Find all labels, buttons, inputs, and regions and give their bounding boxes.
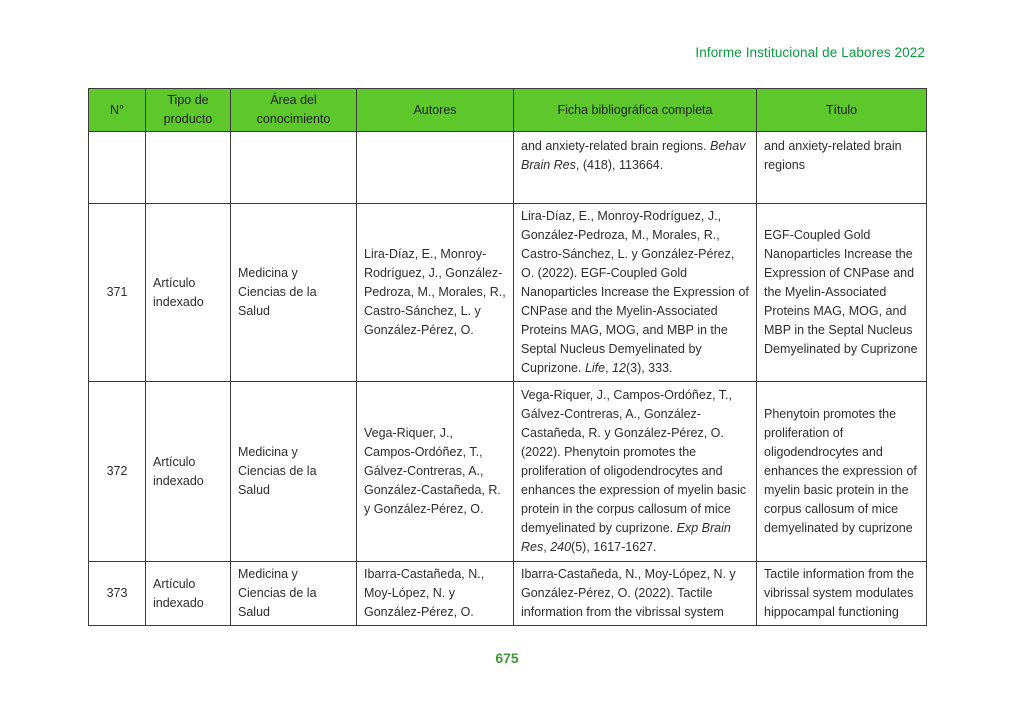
cell-area xyxy=(231,132,357,204)
cell-autores: Vega-Riquer, J., Campos-Ordóñez, T., Gálvez-Contreras, A., González-Castañeda, R. y González-Pérez, O. xyxy=(357,382,514,562)
table-row xyxy=(89,562,927,626)
page-number: 675 xyxy=(495,650,519,666)
header-row xyxy=(89,89,927,132)
cell-ficha xyxy=(514,382,757,562)
report-title: Informe Institucional de Labores 2022 xyxy=(695,45,925,60)
cell-num xyxy=(89,132,146,204)
text-segment: and anxiety-related brain regions. xyxy=(521,139,711,153)
table-row xyxy=(89,382,927,562)
cell-tipo: Artículo indexado xyxy=(146,562,231,626)
table-body xyxy=(89,132,927,626)
text-segment: , (418), 113664. xyxy=(575,158,664,172)
cell-area: Medicina y Ciencias de la Salud xyxy=(231,204,357,382)
text-segment: Ibarra-Castañeda, N., Moy-López, N. y González-Pérez, O. (2022). Tactile information from the vibrissal system xyxy=(521,567,736,619)
cell-tipo: Artículo indexado xyxy=(146,204,231,382)
text-segment: Lira-Díaz, E., Monroy-Rodríguez, J., González-Pedroza, M., Morales, R., Castro-Sánchez, L. y González-Pérez, O. (2022). EGF-Coupled Gold Nanoparticles Increase the Expression of CNPase and the Myelin-Associated Proteins MAG, MOG, and MBP in the Septal Nucleus Demyelinated by Cuprizone. xyxy=(521,209,749,375)
header-autores: Autores xyxy=(357,89,514,132)
cell-titulo: EGF-Coupled Gold Nanoparticles Increase the Expression of CNPase and the Myelin-Associated Proteins MAG, MOG, and MBP in the Septal Nucleus Demyelinated by Cuprizone xyxy=(757,204,927,382)
table-header xyxy=(89,89,927,132)
cell-area: Medicina y Ciencias de la Salud xyxy=(231,562,357,626)
text-segment: (5), 1617-1627. xyxy=(571,540,657,554)
text-segment: 240 xyxy=(550,540,572,554)
cell-num: 372 xyxy=(89,382,146,562)
header-tipo: Tipo de producto xyxy=(146,89,231,132)
cell-autores xyxy=(357,132,514,204)
text-segment: 12 xyxy=(612,361,626,375)
text-segment: Life xyxy=(584,361,606,375)
cell-autores: Ibarra-Castañeda, N., Moy-López, N. y González-Pérez, O. xyxy=(357,562,514,626)
cell-titulo: Tactile information from the vibrissal system modulates hippocampal functioning xyxy=(757,562,927,626)
cell-area: Medicina y Ciencias de la Salud xyxy=(231,382,357,562)
header-area: Área del conocimiento xyxy=(231,89,357,132)
header-ficha: Ficha bibliográfica completa xyxy=(514,89,757,132)
cell-tipo xyxy=(146,132,231,204)
cell-num: 373 xyxy=(89,562,146,626)
header-titulo: Título xyxy=(757,89,927,132)
text-segment: Exp Brain Res xyxy=(521,521,731,554)
text-segment: Behav Brain Res xyxy=(521,139,746,172)
table-row xyxy=(89,204,927,382)
publications-table xyxy=(88,88,927,626)
cell-titulo: and anxiety-related brain regions xyxy=(757,132,927,204)
text-segment: , xyxy=(605,361,613,375)
text-segment: Vega-Riquer, J., Campos-Ordóñez, T., Gálvez-Contreras, A., González-Castañeda, R. y González-Pérez, O. (2022). Phenytoin promotes the proliferation of oligodendrocytes and enhances the expression of myelin basic protein in the corpus callosum of mice demyelinated by cuprizone. xyxy=(521,388,747,535)
cell-ficha xyxy=(514,204,757,382)
cell-titulo: Phenytoin promotes the proliferation of oligodendrocytes and enhances the expression of myelin basic protein in the corpus callosum of mice demyelinated by cuprizone xyxy=(757,382,927,562)
cell-ficha xyxy=(514,132,757,204)
header-num: N° xyxy=(89,89,146,132)
text-segment: (3), 333. xyxy=(625,361,673,375)
cell-tipo: Artículo indexado xyxy=(146,382,231,562)
cell-autores: Lira-Díaz, E., Monroy-Rodríguez, J., González-Pedroza, M., Morales, R., Castro-Sánchez, L. y González-Pérez, O. xyxy=(357,204,514,382)
text-segment: , xyxy=(543,540,551,554)
table-row xyxy=(89,132,927,204)
cell-ficha xyxy=(514,562,757,626)
cell-num: 371 xyxy=(89,204,146,382)
